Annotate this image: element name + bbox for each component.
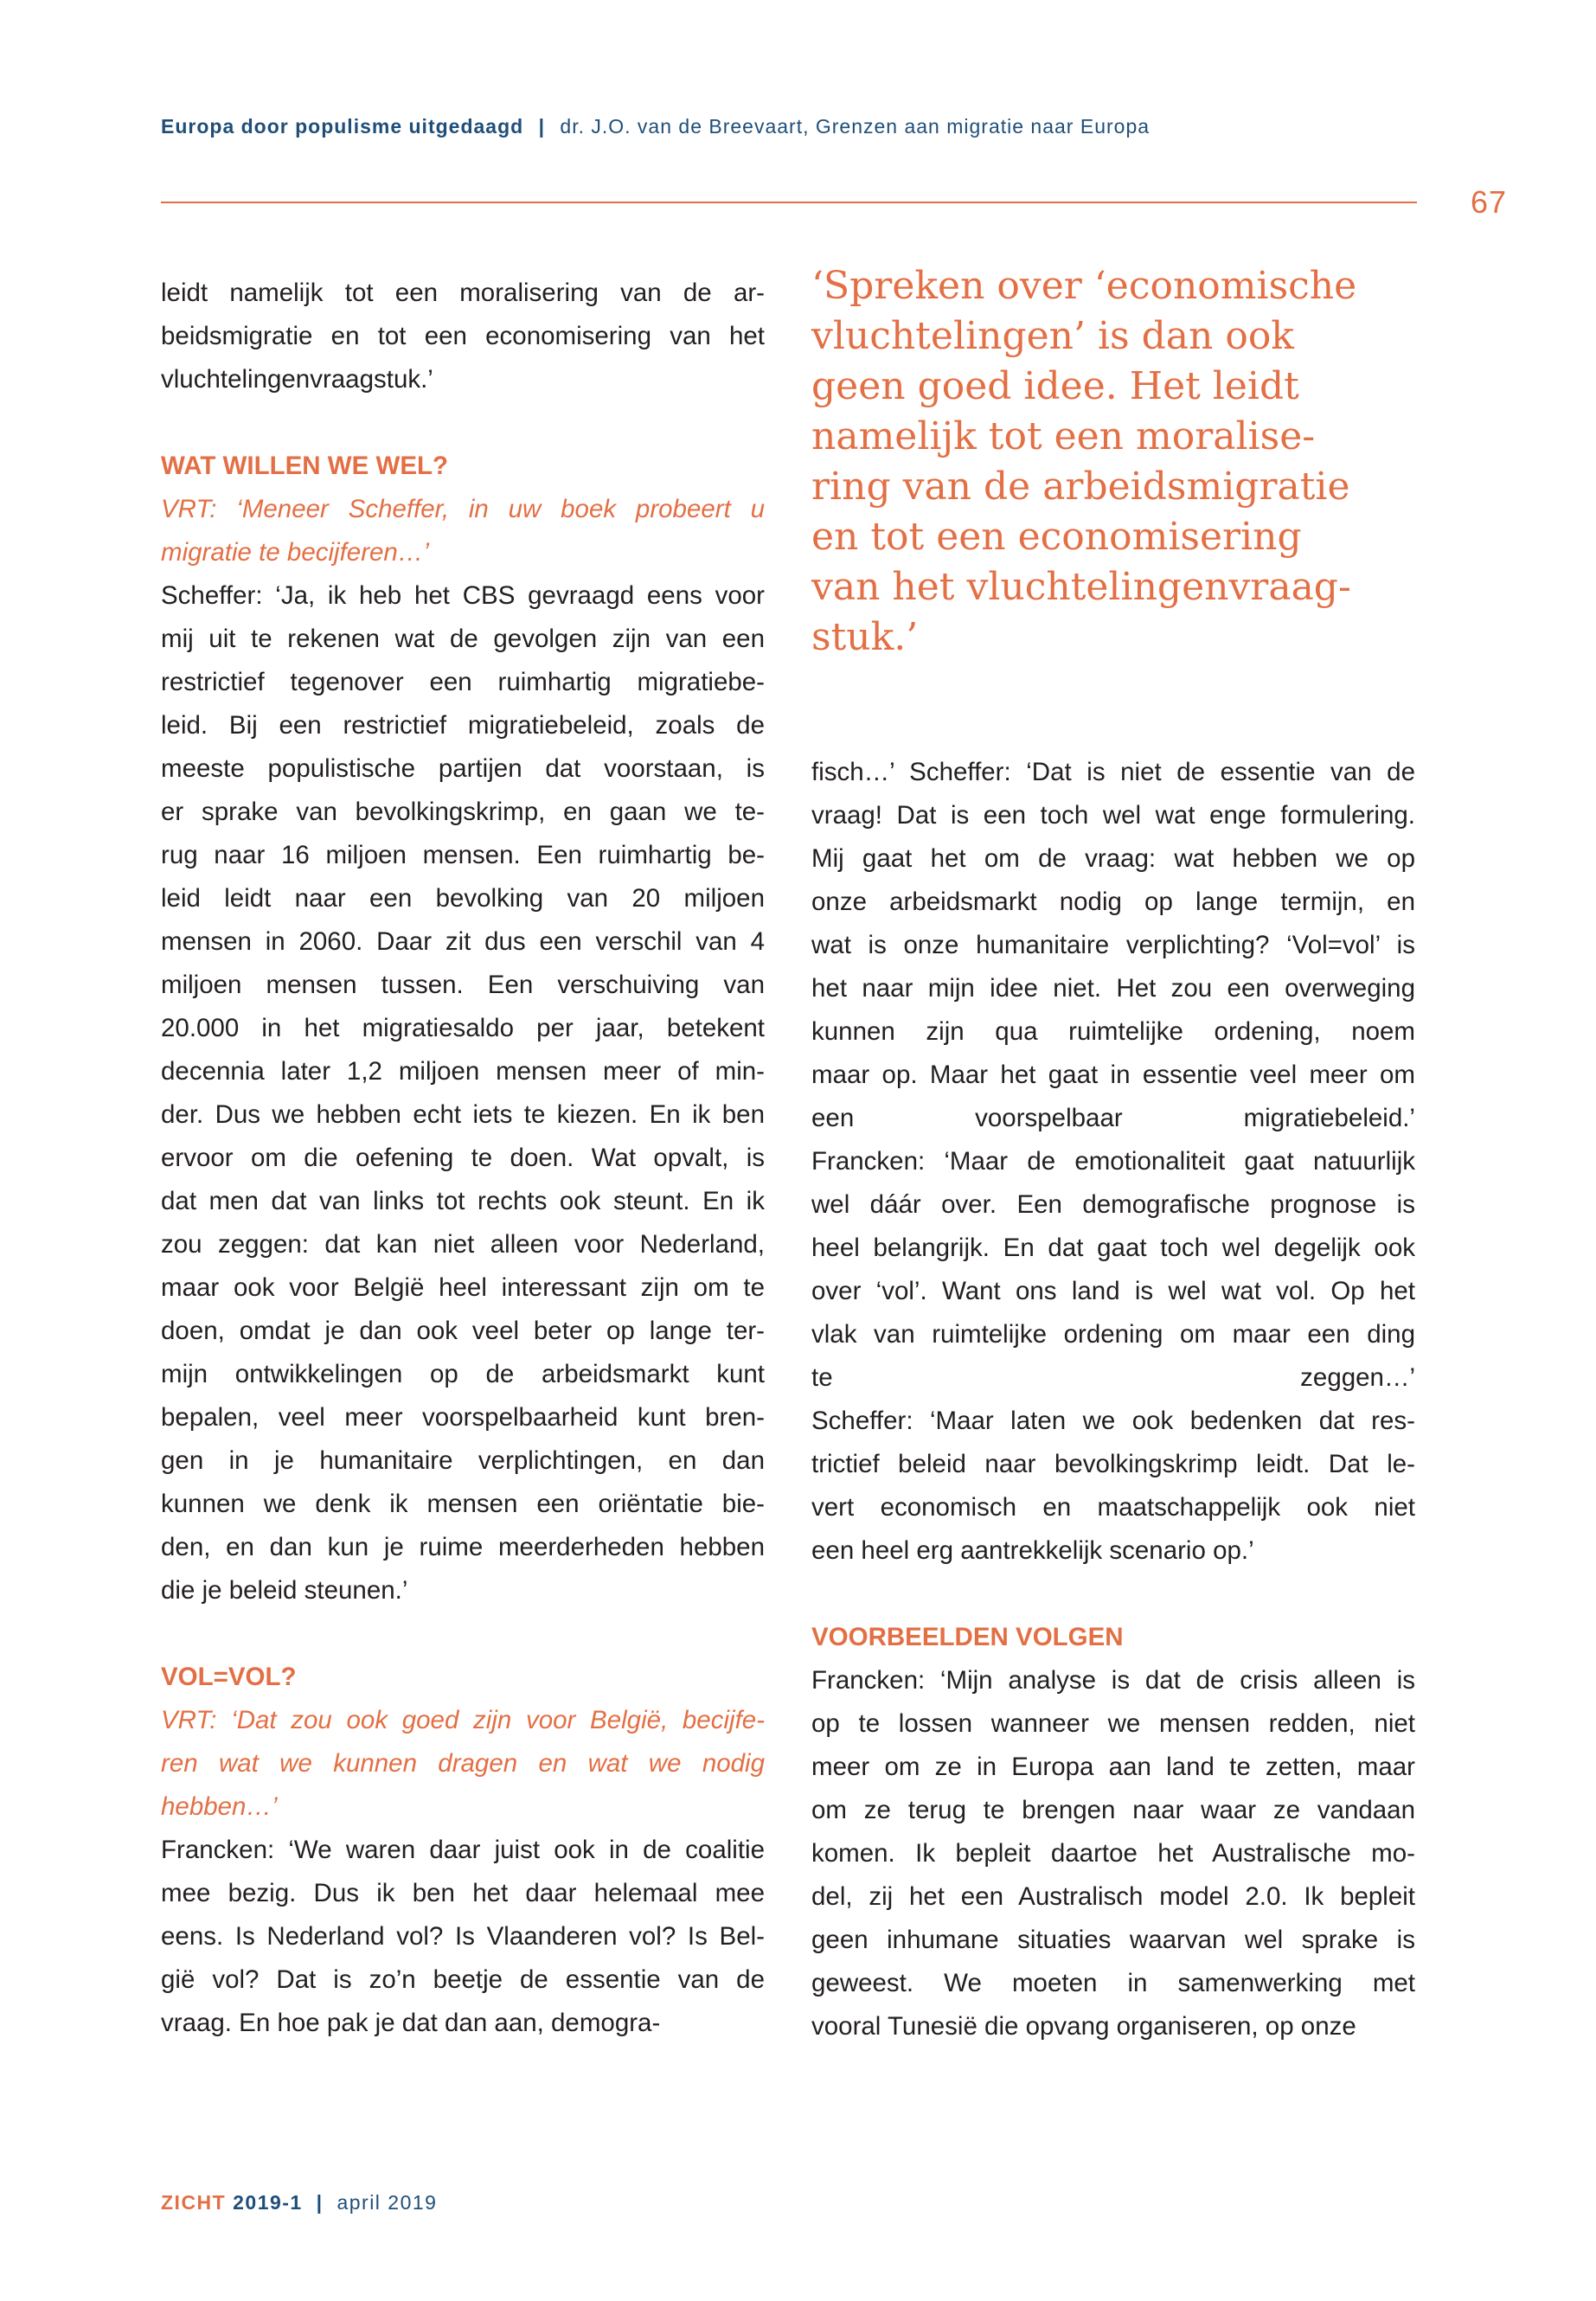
body-text-line: een voorspelbaar migratiebeleid.’ bbox=[811, 1104, 1415, 1132]
body-text-line: Francken: ‘Mijn analyse is dat de crisis alleen is bbox=[811, 1666, 1415, 1695]
pull-quote-line: geen goed idee. Het leidt bbox=[811, 364, 1299, 408]
body-text-line: Francken: ‘Maar de emotionaliteit gaat natuurlijk bbox=[811, 1147, 1415, 1176]
section-heading: VOORBEELDEN VOLGEN bbox=[811, 1623, 1124, 1651]
body-text-line: onze arbeidsmarkt nodig op lange termijn, en bbox=[811, 888, 1415, 916]
body-text-line: leid. Bij een restrictief migratiebeleid, zoals de bbox=[161, 711, 765, 740]
body-text-line: restrictief tegenover een ruimhartig migratiebe- bbox=[161, 668, 765, 696]
body-text-line: er sprake van bevolkingskrimp, en gaan we te- bbox=[161, 798, 765, 826]
body-text-line: kunnen zijn qua ruimtelijke ordening, noem bbox=[811, 1017, 1415, 1046]
body-text-line: meeste populistische partijen dat voorstaan, is bbox=[161, 754, 765, 783]
body-text-line: die je beleid steunen.’ bbox=[161, 1576, 408, 1605]
body-text-line: heel belangrijk. En dat gaat toch wel degelijk ook bbox=[811, 1234, 1415, 1262]
body-text-line: maar op. Maar het gaat in essentie veel meer om bbox=[811, 1061, 1415, 1089]
body-text-line: mensen in 2060. Daar zit dus een verschil van 4 bbox=[161, 927, 765, 956]
body-text-line: zou zeggen: dat kan niet alleen voor Nederland, bbox=[161, 1230, 765, 1259]
body-text-line: meer om ze in Europa aan land te zetten, maar bbox=[811, 1753, 1415, 1781]
body-text-line: maar ook voor België heel interessant zijn om te bbox=[161, 1273, 765, 1302]
body-text-line: om ze terug te brengen naar waar ze vandaan bbox=[811, 1796, 1415, 1824]
body-text-line: 20.000 in het migratiesaldo per jaar, betekent bbox=[161, 1014, 765, 1042]
body-text-line: fisch…’ Scheffer: ‘Dat is niet de essentie van de bbox=[811, 758, 1415, 786]
body-text-line: decennia later 1,2 miljoen mensen meer of min- bbox=[161, 1057, 765, 1086]
pull-quote bbox=[811, 261, 1434, 663]
body-text-line: trictief beleid naar bevolkingskrimp leidt. Dat le- bbox=[811, 1450, 1415, 1478]
header-separator: | bbox=[538, 115, 546, 138]
body-text-line: wat is onze humanitaire verplichting? ‘Vol=vol’ is bbox=[811, 931, 1415, 959]
body-text-line: Scheffer: ‘Ja, ik heb het CBS gevraagd eens voor bbox=[161, 581, 765, 610]
running-header bbox=[161, 112, 1415, 140]
pull-quote-line: stuk.’ bbox=[811, 615, 919, 659]
body-text-line: Mij gaat het om de vraag: wat hebben we op bbox=[811, 844, 1415, 873]
footer-issue: 2019-1 bbox=[233, 2191, 303, 2214]
body-text-line: geen inhumane situaties waarvan wel sprake is bbox=[811, 1926, 1415, 1954]
body-text-line: op te lossen wanneer we mensen redden, niet bbox=[811, 1709, 1415, 1738]
body-text-line: miljoen mensen tussen. Een verschuiving van bbox=[161, 971, 765, 999]
body-text-line: geweest. We moeten in samenwerking met bbox=[811, 1969, 1415, 1997]
paragraph-spacer bbox=[161, 1612, 765, 1656]
interview-question-line: VRT: ‘Meneer Scheffer, in uw boek probeert u bbox=[161, 495, 765, 523]
body-text-line: rug naar 16 miljoen mensen. Een ruimhartig be- bbox=[161, 841, 765, 869]
interview-question-line: hebben…’ bbox=[161, 1792, 278, 1821]
paragraph-spacer bbox=[161, 401, 765, 445]
body-text-line: doen, omdat je dan ook veel beter op lange ter- bbox=[161, 1317, 765, 1345]
pull-quote-line: vluchtelingen’ is dan ook bbox=[811, 314, 1294, 358]
body-text-line: Scheffer: ‘Maar laten we ook bedenken dat res- bbox=[811, 1407, 1415, 1435]
footer-separator: | bbox=[316, 2191, 324, 2214]
pull-quote-line: namelijk tot een moralise- bbox=[811, 414, 1316, 458]
header-rule bbox=[161, 202, 1417, 203]
left-column bbox=[161, 272, 765, 2045]
body-text-line: den, en dan kun je ruime meerderheden hebben bbox=[161, 1533, 765, 1561]
page-number: 67 bbox=[1471, 184, 1508, 220]
interview-question-line: VRT: ‘Dat zou ook goed zijn voor België, becijfe- bbox=[161, 1706, 765, 1734]
series-title: Europa door populisme uitgedaagd bbox=[161, 115, 524, 138]
body-text-line: gen in je humanitaire verplichtingen, en dan bbox=[161, 1446, 765, 1475]
pull-quote-line: ring van de arbeidsmigratie bbox=[811, 465, 1350, 509]
body-text-line: kunnen we denk ik mensen een oriëntatie bie- bbox=[161, 1490, 765, 1518]
body-text-line: over ‘vol’. Want ons land is wel wat vol. Op het bbox=[811, 1277, 1415, 1305]
body-text-line: gië vol? Dat is zo’n beetje de essentie van de bbox=[161, 1965, 765, 1994]
author-title: dr. J.O. van de Breevaart, Grenzen aan migratie naar Europa bbox=[560, 115, 1151, 138]
body-text-line: komen. Ik bepleit daartoe het Australische mo- bbox=[811, 1839, 1415, 1868]
footer-brand: ZICHT bbox=[161, 2191, 227, 2214]
interview-question-line: ren wat we kunnen dragen en wat we nodig bbox=[161, 1749, 765, 1778]
body-text-line: dat men dat van links tot rechts ook steunt. En ik bbox=[161, 1187, 765, 1215]
body-text-line: vraag! Dat is een toch wel wat enge formulering. bbox=[811, 801, 1415, 830]
body-text-line: eens. Is Nederland vol? Is Vlaanderen vol? Is Bel- bbox=[161, 1922, 765, 1951]
body-text-line: bepalen, veel meer voorspelbaarheid kunt bren- bbox=[161, 1403, 765, 1432]
body-text-line: leidt namelijk tot een moralisering van de ar- bbox=[161, 279, 765, 307]
body-text-line: mij uit te rekenen wat de gevolgen zijn van een bbox=[161, 625, 765, 653]
body-text-line: Francken: ‘We waren daar juist ook in de coalitie bbox=[161, 1836, 765, 1864]
body-text-line: vert economisch en maatschappelijk ook niet bbox=[811, 1493, 1415, 1522]
body-text-line: het naar mijn idee niet. Het zou een overweging bbox=[811, 974, 1415, 1003]
pull-quote-line: van het vluchtelingenvraag- bbox=[811, 565, 1351, 609]
pull-quote-line: ‘Spreken over ‘economische bbox=[811, 264, 1357, 308]
paragraph-spacer bbox=[811, 1573, 1415, 1616]
pull-quote-line: en tot een economisering bbox=[811, 515, 1302, 559]
body-text-line: vraag. En hoe pak je dat dan aan, demogra- bbox=[161, 2009, 661, 2037]
footer-date: april 2019 bbox=[337, 2191, 438, 2214]
body-text-line: del, zij het een Australisch model 2.0. Ik bepleit bbox=[811, 1882, 1415, 1911]
body-text-line: leid leidt naar een bevolking van 20 miljoen bbox=[161, 884, 765, 913]
section-heading: VOL=VOL? bbox=[161, 1663, 297, 1691]
body-text-line: te zeggen…’ bbox=[811, 1363, 1415, 1392]
interview-question-line: migratie te becijferen…’ bbox=[161, 538, 429, 567]
body-text-line: mijn ontwikkelingen op de arbeidsmarkt kunt bbox=[161, 1360, 765, 1388]
section-heading: WAT WILLEN WE WEL? bbox=[161, 452, 449, 480]
body-text-line: der. Dus we hebben echt iets te kiezen. En ik ben bbox=[161, 1100, 765, 1129]
right-column bbox=[811, 751, 1415, 2048]
body-text-line: wel dáár over. Een demografische prognose is bbox=[811, 1190, 1415, 1219]
body-text-line: beidsmigratie en tot een economisering van het bbox=[161, 322, 765, 350]
body-text-line: vluchtelingenvraagstuk.’ bbox=[161, 365, 433, 394]
body-text-line: een heel erg aantrekkelijk scenario op.’ bbox=[811, 1536, 1254, 1565]
body-text-line: vlak van ruimtelijke ordening om maar een ding bbox=[811, 1320, 1415, 1349]
body-text-line: ervoor om die oefening te doen. Wat opvalt, is bbox=[161, 1144, 765, 1172]
footer bbox=[161, 2189, 437, 2216]
body-text-line: mee bezig. Dus ik ben het daar helemaal mee bbox=[161, 1879, 765, 1907]
body-text-line: vooral Tunesië die opvang organiseren, op onze bbox=[811, 2012, 1356, 2041]
